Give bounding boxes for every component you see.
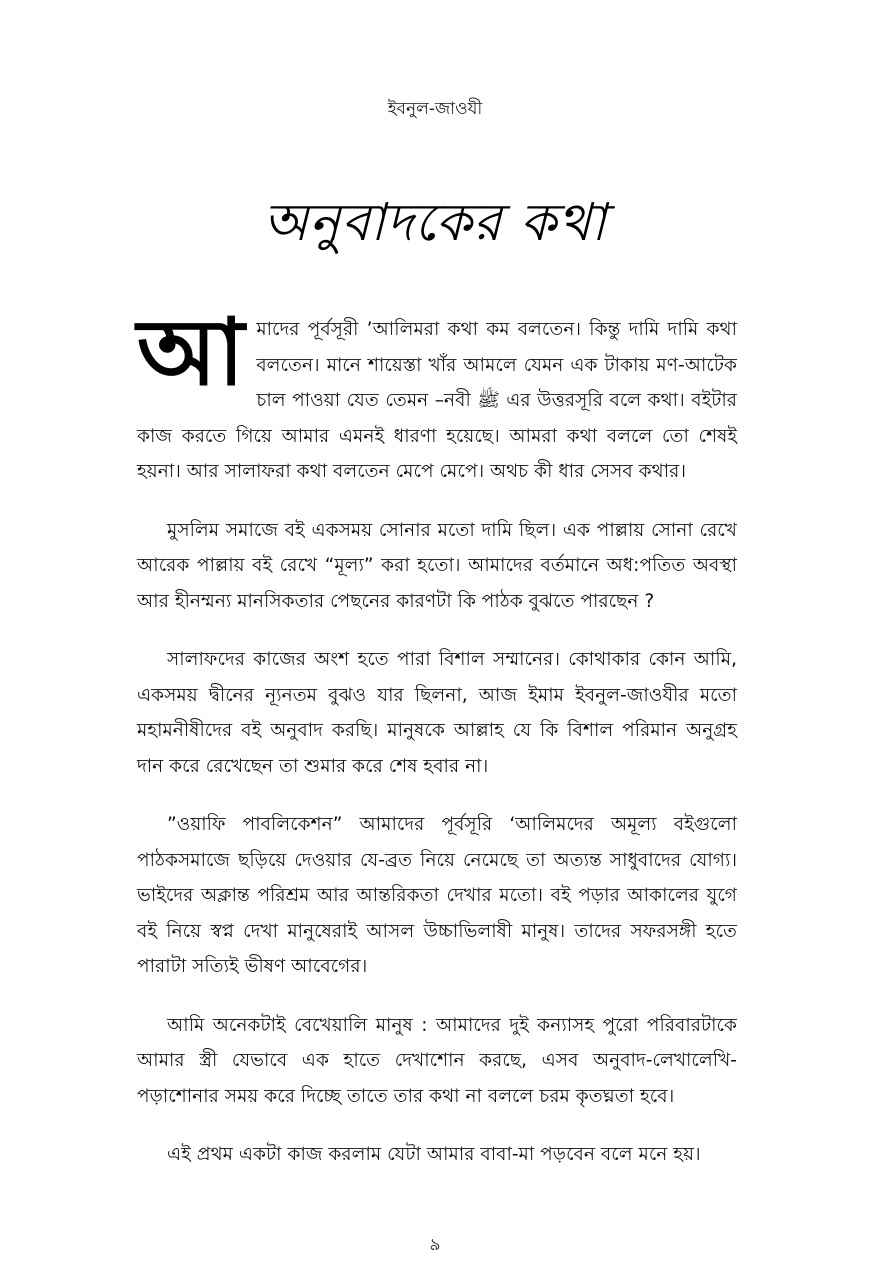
paragraph-1 — [137, 298, 737, 490]
paragraph-4: ”ওয়াফি পাবলিকেশন” আমাদের পূর্বসূরি ‘আলিমদের অমূল্য বইগুলো পাঠকসমাজে ছড়িয়ে দেওয়ার যে-ব্রত নিয়ে নেমেছে তা অত্যন্ত সাধুবাদের যোগ্য। ভাইদের অক্লান্ত পরিশ্রম আর আন্তরিকতা দেখার মতো। বই পড়ার আকালের যুগে বই নিয়ে স্বপ্ন দেখা মানুষেরাই আসল উচ্চাভিলাষী মানুষ। তাদের সফরসঙ্গী হতে পারাটা সত্যিই ভীষণ আবেগের। — [137, 814, 737, 977]
paragraph-5: আমি অনেকটাই বেখেয়ালি মানুষ : আমাদের দুই কন্যাসহ পুরো পরিবারটাকে আমার স্ত্রী যেভাবে এক হাতে দেখাশোন করছে, এসব অনুবাদ-লেখালেখি-পড়াশোনার সময় করে দিচ্ছে তাতে তার কথা না বললে চরম কৃতঘ্নতা হবে। — [137, 1014, 737, 1107]
paragraph-2: মুসলিম সমাজে বই একসময় সোনার মতো দামি ছিল। এক পাল্লায় সোনা রেখে আরেক পাল্লায় বই রেখে “মূল্য” করা হতো। আমাদের বর্তমানে অধ:পতিত অবস্থা আর হীনম্মন্য মানসিকতার পেছনের কারণটা কি পাঠক বুঝতে পারছেন ? — [137, 519, 737, 612]
page-number: ৯ — [429, 1235, 441, 1255]
body-text — [137, 298, 737, 1196]
drop-cap: আ — [137, 298, 245, 406]
running-header: ইবনুল-জাওযী — [387, 99, 483, 119]
paragraph-1-text: মাদের পূর্বসূরী ’আলিমরা কথা কম বলতেন। কিন্তু দামি দামি কথা বলতেন। মানে শায়েস্তা খাঁর আমলে যেমন এক টাকায় মণ-আটেক চাল পাওয়া যেত তেমন –নবী ﷺ এর উত্তরসূরি বলে কথা। বইটার কাজ করতে গিয়ে আমার এমনই ধারণা হয়েছে। আমরা কথা বললে তো শেষই হয়না। আর সালাফরা কথা বলতেন মেপে মেপে। অথচ কী ধার সেসব কথার। — [137, 319, 737, 482]
paragraph-3: সালাফদের কাজের অংশ হতে পারা বিশাল সম্মানের। কোথাকার কোন আমি, একসময় দ্বীনের ন্যূনতম বুঝও যার ছিলনা, আজ ইমাম ইবনুল-জাওযীর মতো মহামনীষীদের বই অনুবাদ করছি। মানুষকে আল্লাহ যে কি বিশাল পরিমান অনুগ্রহ দান করে রেখেছেন তা শুমার করে শেষ হবার না। — [137, 649, 737, 777]
paragraph-6: এই প্রথম একটা কাজ করলাম যেটা আমার বাবা-মা পড়বেন বলে মনে হয়। — [167, 1144, 701, 1165]
chapter-title: অনুবাদকের কথা — [263, 193, 607, 253]
